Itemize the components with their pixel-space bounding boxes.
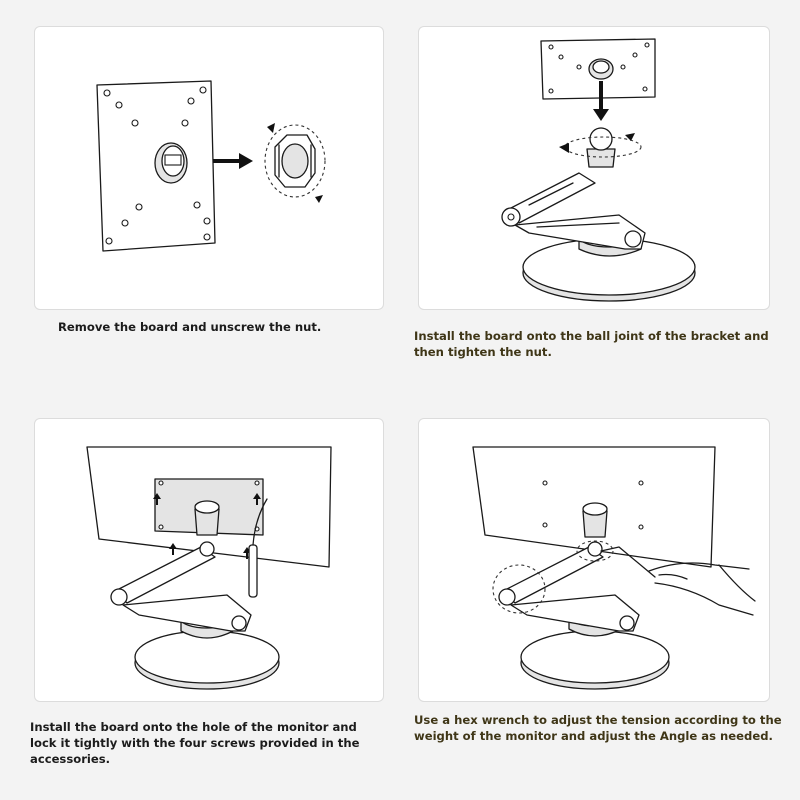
ball-joint — [559, 128, 641, 167]
mounting-plate — [541, 39, 655, 99]
step-3-caption: Install the board onto the hole of the monitor and lock it tightly with the four screws provided in the accessories. — [30, 720, 360, 766]
hand-illustration — [649, 563, 755, 615]
step-3-illustration — [34, 418, 384, 702]
nut-part — [265, 123, 325, 203]
step-1-caption: Remove the board and unscrew the nut. — [58, 320, 322, 334]
step-4-illustration — [418, 418, 770, 702]
bracket-arm — [502, 173, 645, 249]
step-2-caption: Install the board onto the ball joint of the bracket and then tighten the nut. — [414, 329, 769, 359]
plate-boss — [155, 143, 187, 183]
step-1-illustration — [34, 26, 384, 310]
arrow-right-icon — [213, 153, 253, 169]
step-2-illustration — [418, 26, 770, 310]
step-4-caption: Use a hex wrench to adjust the tension according to the weight of the monitor and adjust the Angle as needed. — [414, 713, 782, 743]
